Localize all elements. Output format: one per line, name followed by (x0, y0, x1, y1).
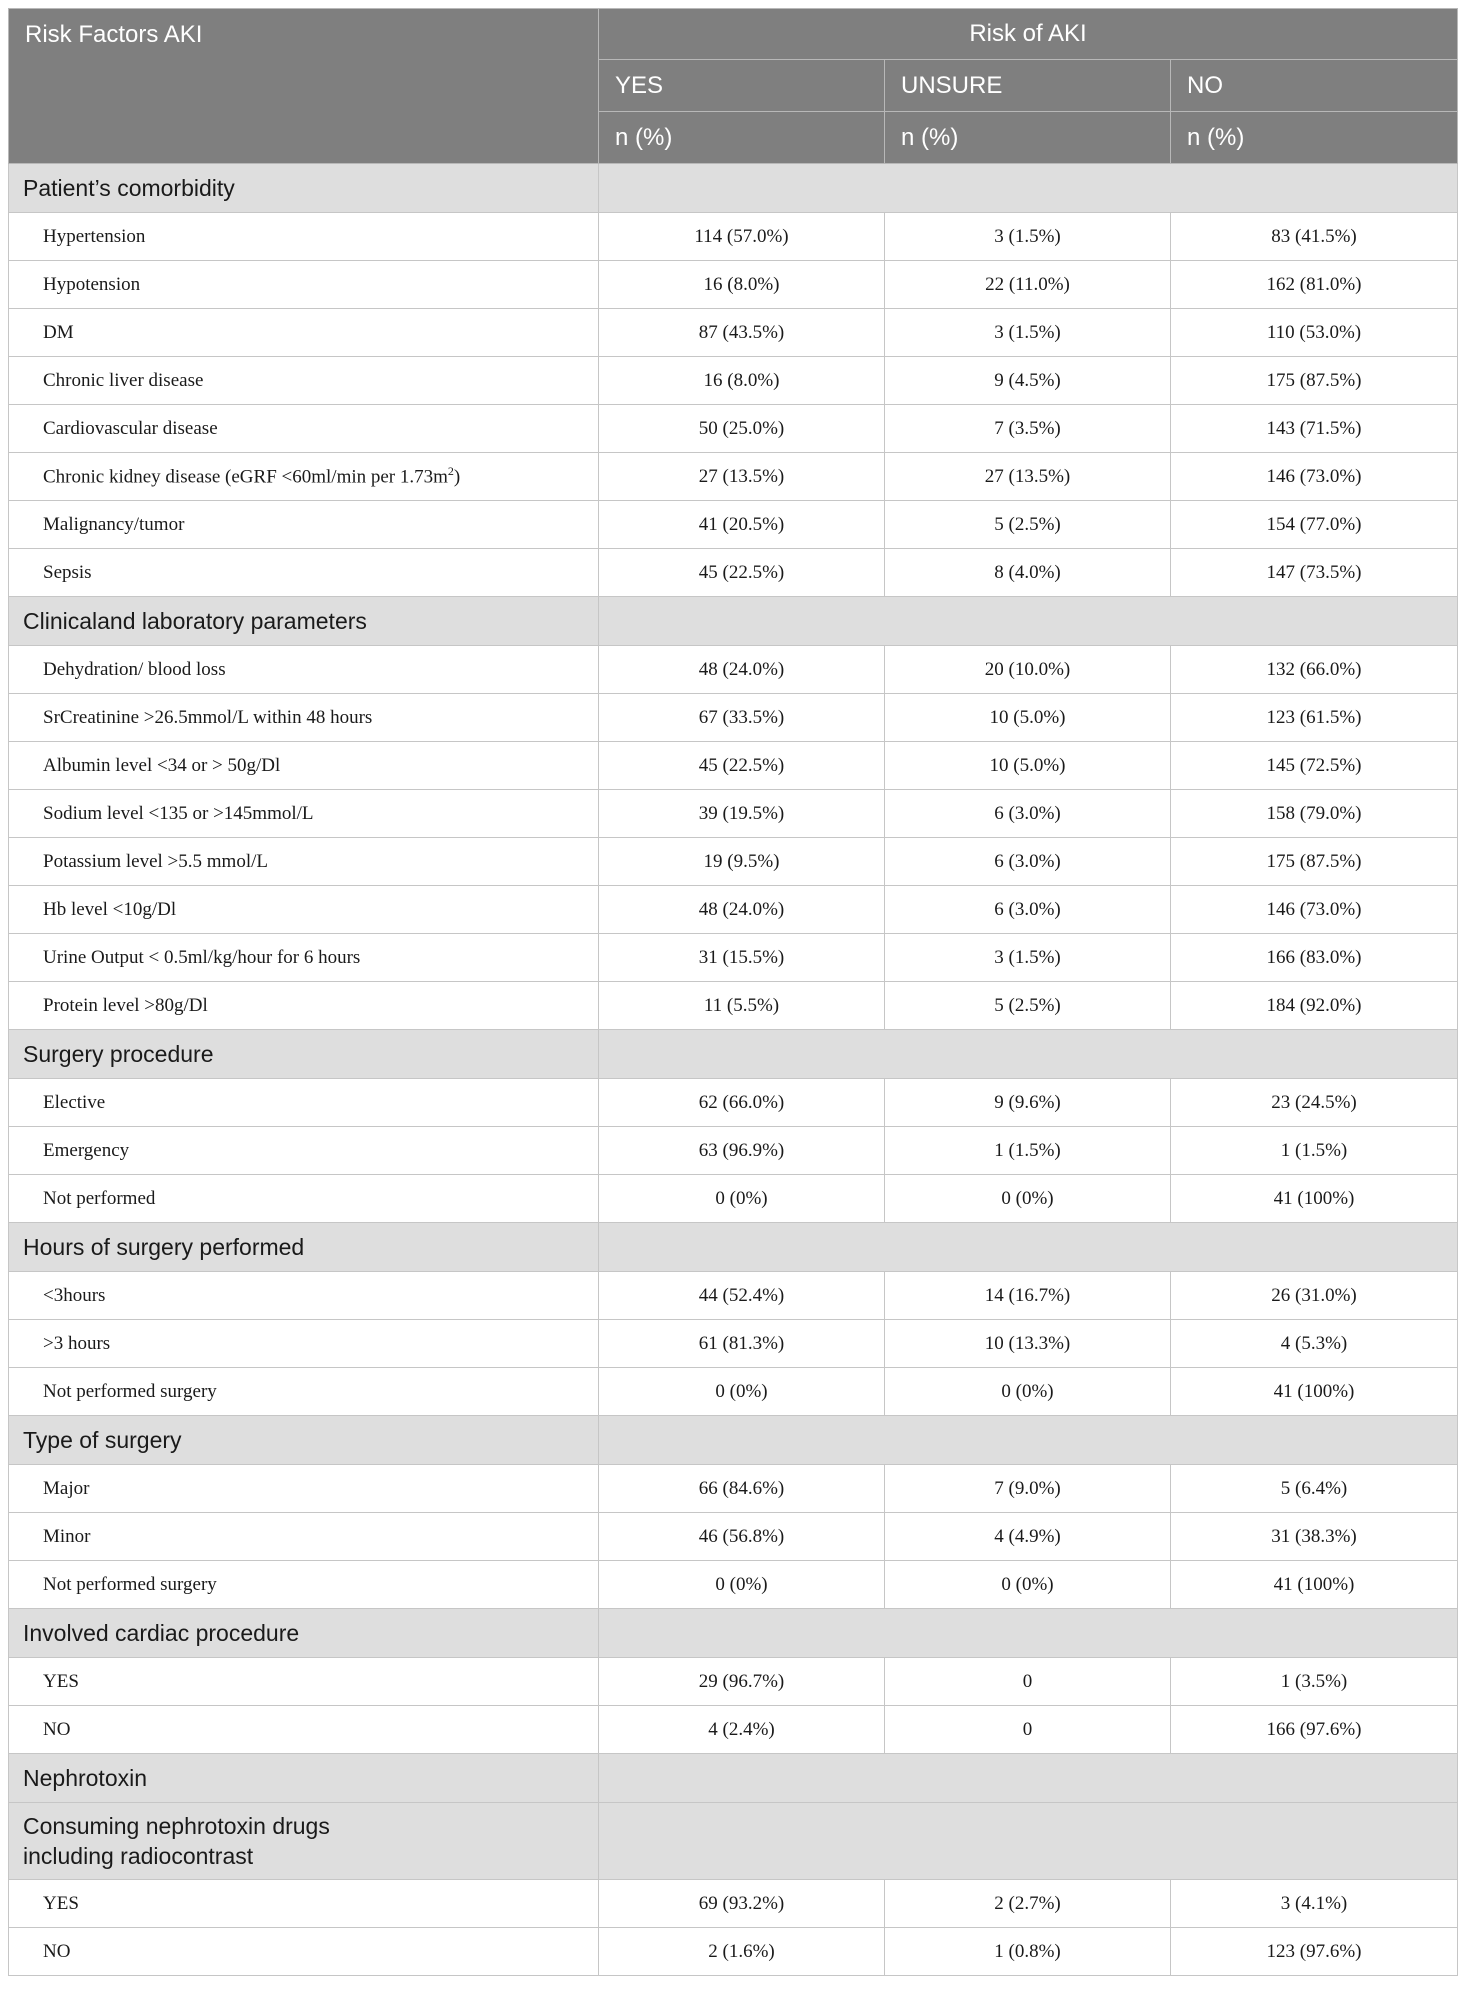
no-value-cell: 143 (71.5%) (1171, 405, 1458, 453)
section-title: Clinicaland laboratory parameters (9, 597, 599, 646)
section-header-row (9, 597, 1458, 646)
unsure-value-cell: 1 (1.5%) (885, 1127, 1171, 1175)
row-label (9, 1079, 599, 1127)
no-value-cell: 83 (41.5%) (1171, 213, 1458, 261)
unsure-value-cell: 0 (885, 1658, 1171, 1706)
row-label-text: Urine Output < 0.5ml/kg/hour for 6 hours (43, 946, 361, 968)
unsure-value-cell: 5 (2.5%) (885, 501, 1171, 549)
section-title: Type of surgery (9, 1416, 599, 1465)
row-label-text: YES (43, 1670, 79, 1692)
row-label-text: Albumin level <34 or > 50g/Dl (43, 754, 281, 776)
yes-value-cell: 45 (22.5%) (599, 742, 885, 790)
unsure-value-cell: 9 (9.6%) (885, 1079, 1171, 1127)
row-label-text: Potassium level >5.5 mmol/L (43, 850, 268, 872)
table-row (9, 549, 1458, 597)
section-spacer-cell (599, 1803, 1458, 1880)
yes-value-cell: 114 (57.0%) (599, 213, 885, 261)
unsure-value-cell: 7 (3.5%) (885, 405, 1171, 453)
section-header-row (9, 1754, 1458, 1803)
unsure-unit-header: n (%) (885, 112, 1171, 164)
row-label (9, 549, 599, 597)
row-label-superscript: 2 (447, 464, 454, 479)
yes-value-cell: 45 (22.5%) (599, 549, 885, 597)
row-label-text: Hypertension (43, 225, 146, 247)
row-label (9, 1928, 599, 1976)
row-label (9, 1127, 599, 1175)
section-title-line: including radiocontrast (23, 1843, 254, 1869)
row-label (9, 1320, 599, 1368)
row-label-text: SrCreatinine >26.5mmol/L within 48 hours (43, 706, 373, 728)
unsure-value-cell: 2 (2.7%) (885, 1880, 1171, 1928)
section-title: Hours of surgery performed (9, 1223, 599, 1272)
unsure-value-cell: 0 (0%) (885, 1368, 1171, 1416)
row-label (9, 694, 599, 742)
table-row (9, 646, 1458, 694)
section-header-row (9, 1416, 1458, 1465)
no-value-cell: 3 (4.1%) (1171, 1880, 1458, 1928)
no-value-cell: 41 (100%) (1171, 1175, 1458, 1223)
row-label-text: Sepsis (43, 561, 92, 583)
no-unit-header: n (%) (1171, 112, 1458, 164)
no-value-cell: 31 (38.3%) (1171, 1513, 1458, 1561)
row-label-text: Major (43, 1477, 90, 1499)
no-value-cell: 23 (24.5%) (1171, 1079, 1458, 1127)
row-label-text: DM (43, 321, 74, 343)
no-value-cell: 1 (1.5%) (1171, 1127, 1458, 1175)
table-row (9, 405, 1458, 453)
yes-value-cell: 16 (8.0%) (599, 357, 885, 405)
table-row (9, 838, 1458, 886)
row-label-text: Elective (43, 1091, 106, 1113)
no-value-cell: 154 (77.0%) (1171, 501, 1458, 549)
row-label-suffix: ) (453, 466, 461, 488)
section-title-line: Consuming nephrotoxin drugs (23, 1813, 330, 1839)
row-label-text: Protein level >80g/Dl (43, 994, 208, 1016)
no-value-cell: 1 (3.5%) (1171, 1658, 1458, 1706)
yes-unit-header: n (%) (599, 112, 885, 164)
yes-value-cell: 2 (1.6%) (599, 1928, 885, 1976)
section-spacer-cell (599, 597, 1458, 646)
unsure-value-cell: 0 (885, 1706, 1171, 1754)
table-header (9, 9, 1458, 164)
row-label-text: Malignancy/tumor (43, 513, 185, 535)
row-label-text: YES (43, 1892, 79, 1914)
yes-value-cell: 19 (9.5%) (599, 838, 885, 886)
table-row (9, 1127, 1458, 1175)
section-header-row (9, 164, 1458, 213)
row-label-text: Hb level <10g/Dl (43, 898, 177, 920)
table-row (9, 742, 1458, 790)
unsure-value-cell: 8 (4.0%) (885, 549, 1171, 597)
table-row (9, 1320, 1458, 1368)
section-header-row (9, 1609, 1458, 1658)
unsure-value-cell: 7 (9.0%) (885, 1465, 1171, 1513)
row-label (9, 1272, 599, 1320)
table-row (9, 213, 1458, 261)
no-value-cell: 26 (31.0%) (1171, 1272, 1458, 1320)
row-label-text: Dehydration/ blood loss (43, 658, 226, 680)
table-container (8, 8, 1457, 1976)
no-value-cell: 146 (73.0%) (1171, 886, 1458, 934)
yes-value-cell: 0 (0%) (599, 1368, 885, 1416)
no-value-cell: 175 (87.5%) (1171, 357, 1458, 405)
row-label (9, 934, 599, 982)
unsure-value-cell: 0 (0%) (885, 1561, 1171, 1609)
row-label-text: Sodium level <135 or >145mmol/L (43, 802, 314, 824)
unsure-value-cell: 3 (1.5%) (885, 213, 1171, 261)
yes-value-cell: 16 (8.0%) (599, 261, 885, 309)
risk-of-aki-header: Risk of AKI (599, 9, 1458, 60)
yes-value-cell: 31 (15.5%) (599, 934, 885, 982)
yes-value-cell: 29 (96.7%) (599, 1658, 885, 1706)
section-spacer-cell (599, 1030, 1458, 1079)
row-label (9, 405, 599, 453)
table-row (9, 982, 1458, 1030)
unsure-value-cell: 6 (3.0%) (885, 886, 1171, 934)
yes-value-cell: 44 (52.4%) (599, 1272, 885, 1320)
no-value-cell: 166 (97.6%) (1171, 1706, 1458, 1754)
row-label (9, 646, 599, 694)
unsure-value-cell: 4 (4.9%) (885, 1513, 1171, 1561)
no-value-cell: 184 (92.0%) (1171, 982, 1458, 1030)
yes-value-cell: 62 (66.0%) (599, 1079, 885, 1127)
table-row (9, 1079, 1458, 1127)
section-spacer-cell (599, 1223, 1458, 1272)
no-value-cell: 146 (73.0%) (1171, 453, 1458, 501)
yes-column-header: YES (599, 60, 885, 112)
yes-value-cell: 66 (84.6%) (599, 1465, 885, 1513)
row-label (9, 1513, 599, 1561)
yes-value-cell: 46 (56.8%) (599, 1513, 885, 1561)
unsure-value-cell: 1 (0.8%) (885, 1928, 1171, 1976)
section-header-row (9, 1030, 1458, 1079)
table-row (9, 1465, 1458, 1513)
row-label (9, 261, 599, 309)
unsure-value-cell: 5 (2.5%) (885, 982, 1171, 1030)
row-label-text: <3hours (43, 1284, 106, 1306)
yes-value-cell: 69 (93.2%) (599, 1880, 885, 1928)
row-label (9, 453, 599, 501)
row-label (9, 1880, 599, 1928)
no-value-cell: 166 (83.0%) (1171, 934, 1458, 982)
table-row (9, 790, 1458, 838)
unsure-value-cell: 27 (13.5%) (885, 453, 1171, 501)
table-row (9, 1175, 1458, 1223)
no-value-cell: 147 (73.5%) (1171, 549, 1458, 597)
risk-factors-header: Risk Factors AKI (9, 9, 599, 164)
section-header-row (9, 1223, 1458, 1272)
section-spacer-cell (599, 1609, 1458, 1658)
row-label (9, 309, 599, 357)
no-value-cell: 158 (79.0%) (1171, 790, 1458, 838)
section-header-row (9, 1803, 1458, 1880)
unsure-value-cell: 6 (3.0%) (885, 790, 1171, 838)
yes-value-cell: 48 (24.0%) (599, 646, 885, 694)
row-label (9, 1465, 599, 1513)
row-label-text: NO (43, 1718, 71, 1740)
table-row (9, 1513, 1458, 1561)
section-title (9, 1803, 599, 1880)
row-label-text: Not performed surgery (43, 1573, 217, 1595)
row-label-text: Minor (43, 1525, 91, 1547)
row-label-text: Chronic kidney disease (eGRF <60ml/min per 1.73m (43, 466, 448, 488)
no-column-header: NO (1171, 60, 1458, 112)
yes-value-cell: 61 (81.3%) (599, 1320, 885, 1368)
row-label-text: Not performed surgery (43, 1380, 217, 1402)
row-label (9, 1368, 599, 1416)
table-row (9, 1368, 1458, 1416)
yes-value-cell: 87 (43.5%) (599, 309, 885, 357)
no-value-cell: 5 (6.4%) (1171, 1465, 1458, 1513)
row-label (9, 357, 599, 405)
no-value-cell: 123 (61.5%) (1171, 694, 1458, 742)
section-spacer-cell (599, 164, 1458, 213)
section-title: Nephrotoxin (9, 1754, 599, 1803)
yes-value-cell: 27 (13.5%) (599, 453, 885, 501)
row-label-text: Not performed (43, 1187, 156, 1209)
row-label-text: Chronic liver disease (43, 369, 204, 391)
row-label-text: Hypotension (43, 273, 141, 295)
table-row (9, 934, 1458, 982)
unsure-value-cell: 6 (3.0%) (885, 838, 1171, 886)
risk-factors-table (8, 8, 1458, 1976)
no-value-cell: 162 (81.0%) (1171, 261, 1458, 309)
yes-value-cell: 11 (5.5%) (599, 982, 885, 1030)
unsure-value-cell: 14 (16.7%) (885, 1272, 1171, 1320)
table-row (9, 1272, 1458, 1320)
no-value-cell: 41 (100%) (1171, 1368, 1458, 1416)
unsure-column-header: UNSURE (885, 60, 1171, 112)
table-row (9, 1928, 1458, 1976)
yes-value-cell: 63 (96.9%) (599, 1127, 885, 1175)
yes-value-cell: 4 (2.4%) (599, 1706, 885, 1754)
yes-value-cell: 0 (0%) (599, 1175, 885, 1223)
table-body (9, 164, 1458, 1976)
table-row (9, 694, 1458, 742)
section-spacer-cell (599, 1754, 1458, 1803)
row-label-text: Emergency (43, 1139, 130, 1161)
table-row (9, 309, 1458, 357)
no-value-cell: 132 (66.0%) (1171, 646, 1458, 694)
row-label (9, 1175, 599, 1223)
section-title: Surgery procedure (9, 1030, 599, 1079)
unsure-value-cell: 10 (5.0%) (885, 694, 1171, 742)
yes-value-cell: 67 (33.5%) (599, 694, 885, 742)
section-spacer-cell (599, 1416, 1458, 1465)
row-label (9, 838, 599, 886)
row-label (9, 982, 599, 1030)
unsure-value-cell: 22 (11.0%) (885, 261, 1171, 309)
row-label (9, 790, 599, 838)
yes-value-cell: 0 (0%) (599, 1561, 885, 1609)
unsure-value-cell: 10 (13.3%) (885, 1320, 1171, 1368)
row-label (9, 501, 599, 549)
no-value-cell: 175 (87.5%) (1171, 838, 1458, 886)
row-label-text: NO (43, 1940, 71, 1962)
section-title: Involved cardiac procedure (9, 1609, 599, 1658)
no-value-cell: 110 (53.0%) (1171, 309, 1458, 357)
yes-value-cell: 50 (25.0%) (599, 405, 885, 453)
table-row (9, 1561, 1458, 1609)
row-label-text: Cardiovascular disease (43, 417, 218, 439)
row-label (9, 1658, 599, 1706)
row-label (9, 1706, 599, 1754)
table-row (9, 1706, 1458, 1754)
yes-value-cell: 48 (24.0%) (599, 886, 885, 934)
no-value-cell: 123 (97.6%) (1171, 1928, 1458, 1976)
unsure-value-cell: 10 (5.0%) (885, 742, 1171, 790)
table-row (9, 501, 1458, 549)
no-value-cell: 41 (100%) (1171, 1561, 1458, 1609)
yes-value-cell: 41 (20.5%) (599, 501, 885, 549)
table-row (9, 886, 1458, 934)
yes-value-cell: 39 (19.5%) (599, 790, 885, 838)
row-label-text: >3 hours (43, 1332, 111, 1354)
table-row (9, 1880, 1458, 1928)
row-label (9, 886, 599, 934)
row-label (9, 213, 599, 261)
table-row (9, 1658, 1458, 1706)
unsure-value-cell: 3 (1.5%) (885, 934, 1171, 982)
unsure-value-cell: 0 (0%) (885, 1175, 1171, 1223)
no-value-cell: 145 (72.5%) (1171, 742, 1458, 790)
table-row (9, 453, 1458, 501)
unsure-value-cell: 3 (1.5%) (885, 309, 1171, 357)
section-title: Patient’s comorbidity (9, 164, 599, 213)
no-value-cell: 4 (5.3%) (1171, 1320, 1458, 1368)
row-label (9, 1561, 599, 1609)
unsure-value-cell: 9 (4.5%) (885, 357, 1171, 405)
unsure-value-cell: 20 (10.0%) (885, 646, 1171, 694)
table-row (9, 261, 1458, 309)
row-label (9, 742, 599, 790)
table-row (9, 357, 1458, 405)
